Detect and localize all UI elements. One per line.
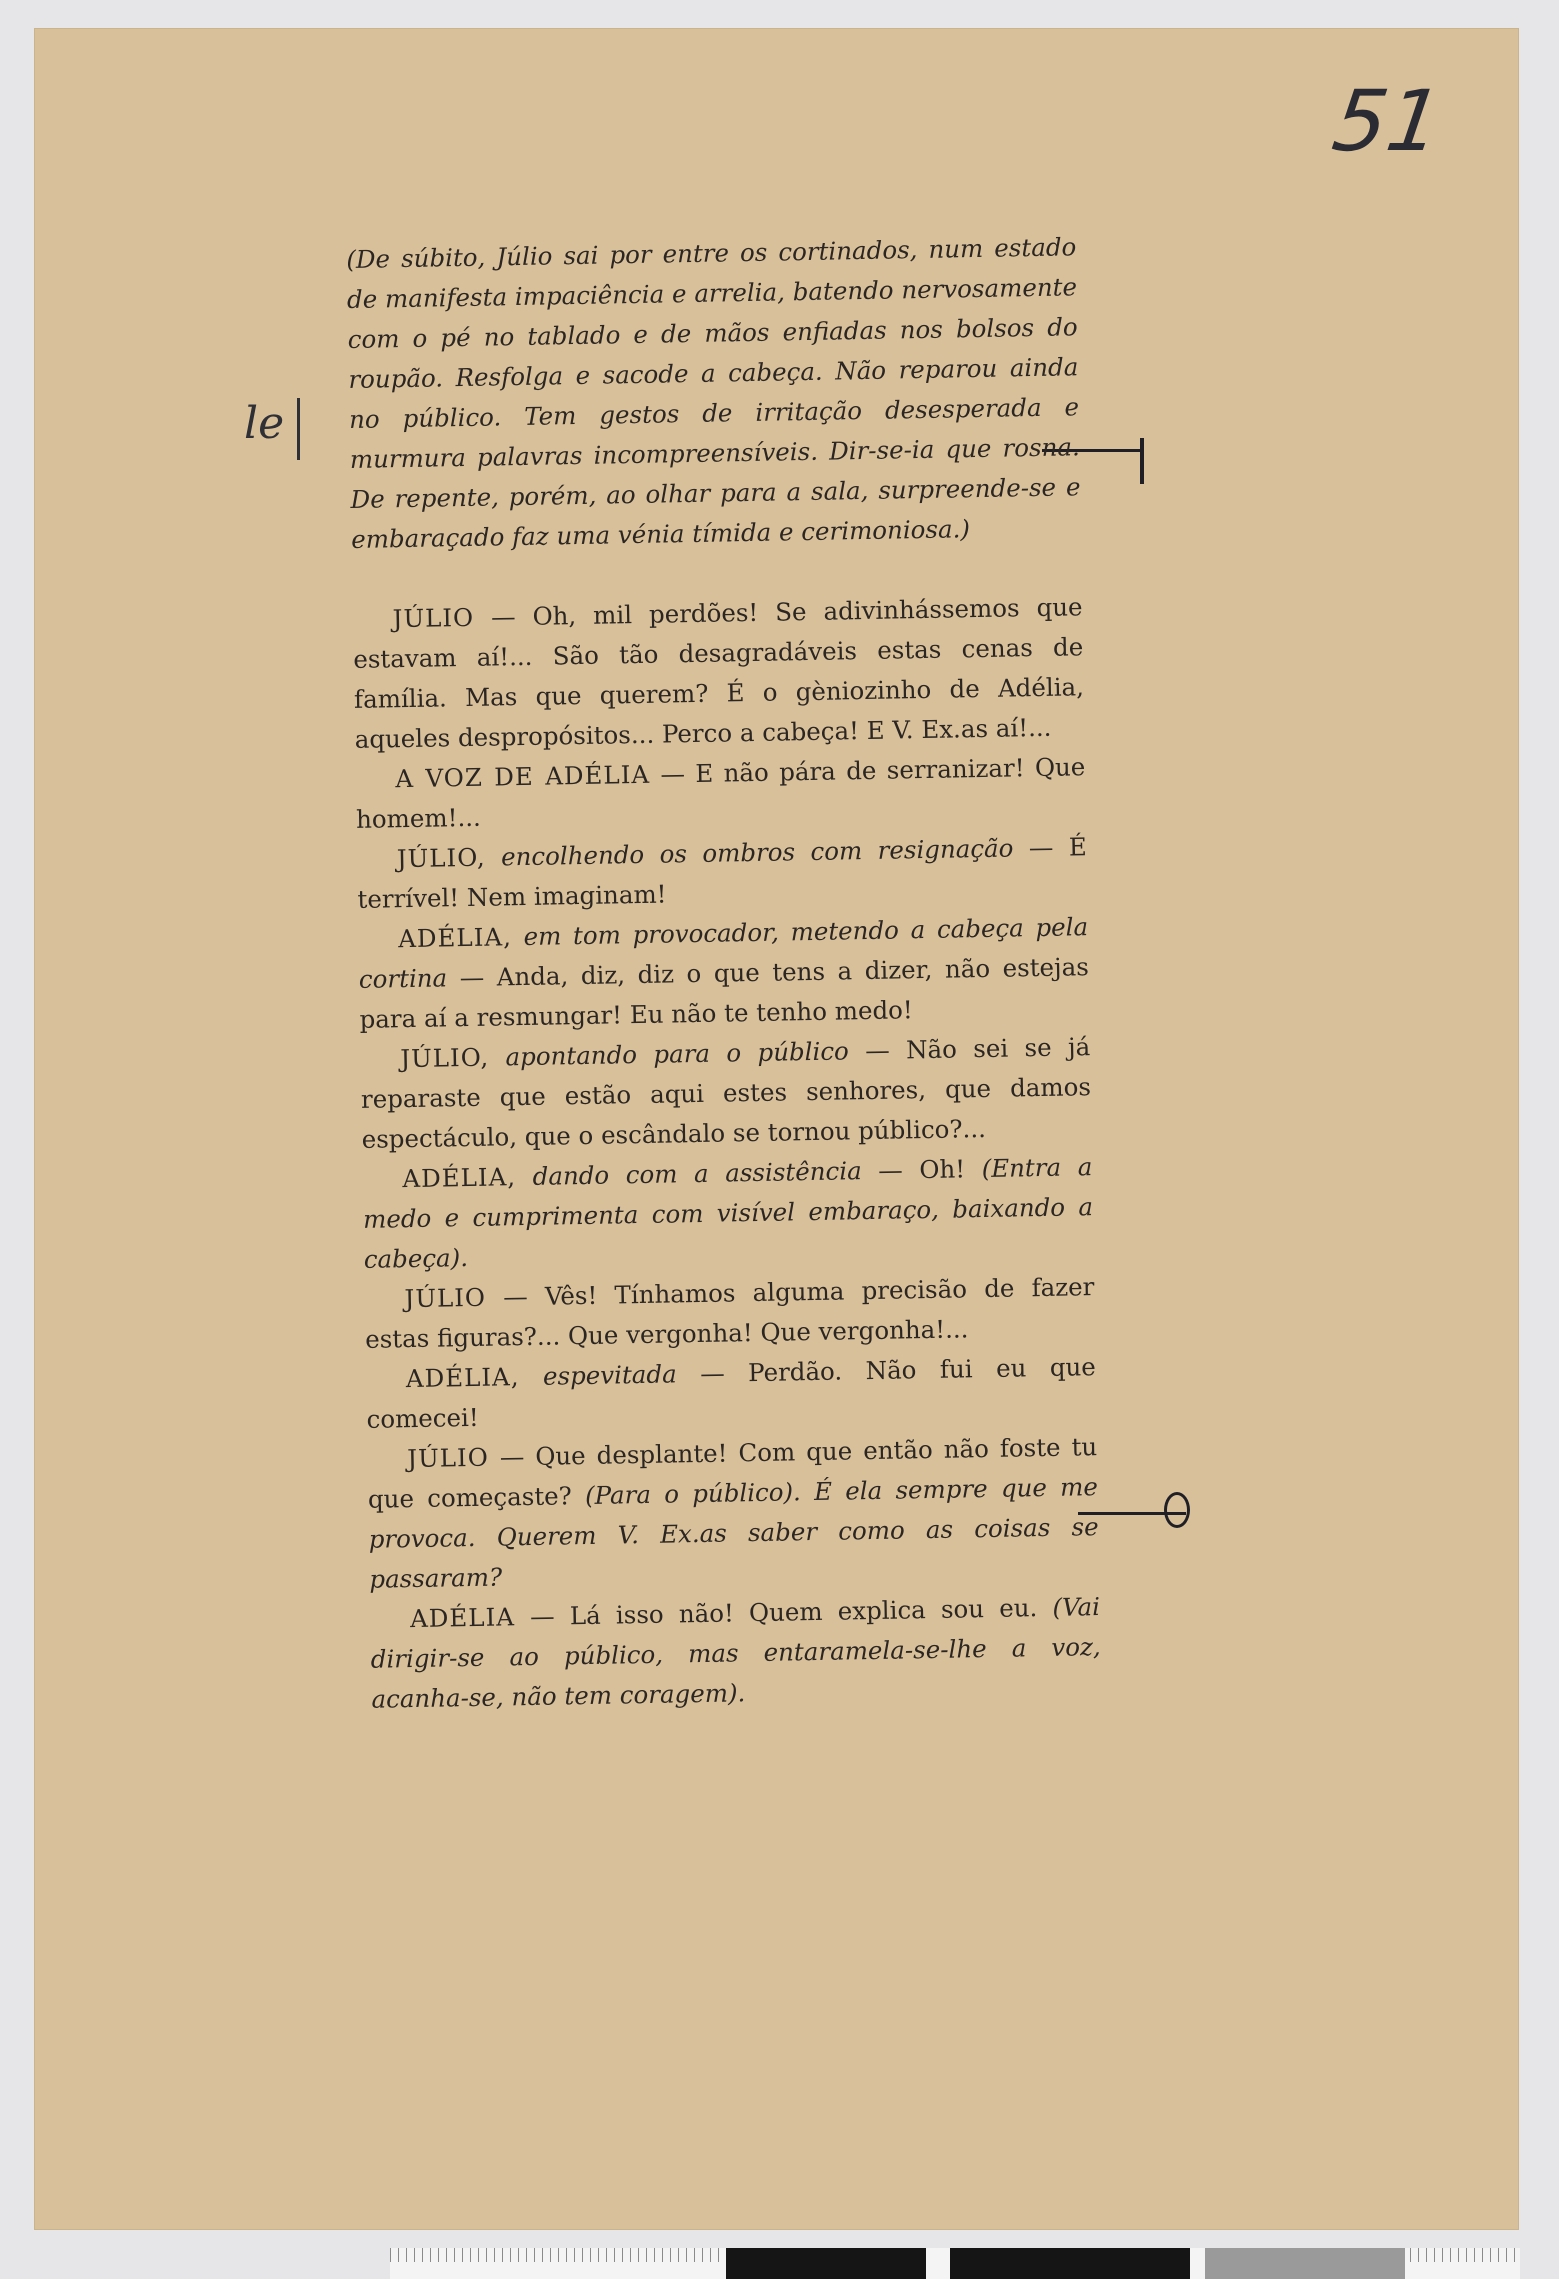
speaker-name: JÚLIO xyxy=(404,1282,487,1314)
speaker-name: ADÉLIA, xyxy=(397,922,513,954)
stage-direction-trailing: (Vai dirigir-se ao público, mas entaramela-se-lhe a voz, acanha-se, não tem coragem). xyxy=(370,1592,1101,1714)
stage-direction-inline: em tom provocador, metendo a cabeça pela cortina xyxy=(358,912,1089,994)
dialogue-line xyxy=(367,1427,1100,1600)
speaker-name: JÚLIO xyxy=(407,1442,490,1474)
dialogue-text: — Vês! Tínhamos alguma precisão de fazer estas figuras?... Que vergonha! Que vergonha!... xyxy=(364,1272,1095,1354)
dialogue-line xyxy=(352,587,1085,760)
speaker-name: A VOZ DE ADÉLIA xyxy=(395,759,651,794)
handwritten-mark-2-loop xyxy=(1164,1492,1190,1528)
speaker-name: JÚLIO, xyxy=(396,842,486,874)
ruler-black-block xyxy=(726,2248,926,2279)
stage-direction-inline: espevitada xyxy=(542,1359,677,1391)
dialogue-text: — Oh! xyxy=(878,1154,966,1185)
dialogue-line xyxy=(362,1147,1094,1280)
dialogue-text: — E não pára de serranizar! Que homem!... xyxy=(355,752,1086,834)
page-number: 51 xyxy=(1327,72,1448,170)
dialogue-text: — Oh, mil perdões! Se adivinhássemos que estavam aí!... São tão desagradáveis estas cenas de família. Mas que querem? É o gèniozinho de Adélia, aqueles despropósitos... Perco a cabeça! E V. Ex.as aí!... xyxy=(353,592,1085,754)
scan-color-ruler xyxy=(390,2248,1520,2279)
dialogue-line xyxy=(358,907,1090,1040)
stage-direction-trailing: (Entra a medo e cumprimenta com visível embaraço, baixando a cabeça). xyxy=(362,1152,1094,1274)
stage-direction-inline: apontando para o público xyxy=(505,1036,850,1072)
stage-direction-inline: dando com a assistência xyxy=(532,1156,862,1191)
dialogue-line xyxy=(360,1027,1092,1160)
stage-direction-inline: encolhendo os ombros com resignação xyxy=(500,833,1014,872)
speaker-name: ADÉLIA, xyxy=(405,1362,520,1394)
ruler-ticks xyxy=(1410,2248,1520,2262)
handwritten-mark-1-stroke xyxy=(1140,438,1144,484)
dialogue-text: — Anda, diz, diz o que tens a dizer, não estejas para aí a resmungar! Eu não te tenho medo! xyxy=(359,952,1090,1034)
margin-bar-mark xyxy=(297,398,300,460)
speaker-name: JÚLIO, xyxy=(400,1042,490,1074)
dialogue-line xyxy=(364,1267,1095,1360)
dialogue-line xyxy=(366,1347,1097,1440)
ruler-gray-block xyxy=(1205,2248,1405,2279)
script-text xyxy=(346,227,1102,1720)
dialogue-line xyxy=(355,747,1086,840)
speaker-name: ADÉLIA xyxy=(409,1602,516,1634)
ruler-black-block xyxy=(950,2248,1190,2279)
dialogue-text: — Lá isso não! Quem explica sou eu. xyxy=(529,1593,1038,1631)
stage-direction-trailing: (Para o público). É ela sempre que me provoca. Querem V. Ex.as saber como as coisas se passaram? xyxy=(368,1472,1099,1594)
stage-direction: (De súbito, Júlio sai por entre os cortinados, num estado de manifesta impaciência e arrelia, batendo nervosamente com o pé no tablado e de mãos enfiadas nos bolsos do roupão. Resfolga e sacode a cabeça. Não reparou ainda no público. Tem gestos de irritação desesperada e murmura palavras incompreensíveis. Dir-se-ia que rosna. De repente, porém, ao olhar para a sala, surpreende-se e embaraçado faz uma vénia tímida e cerimoniosa.) xyxy=(346,232,1081,554)
dialogue-text: — Perdão. Não fui eu que comecei! xyxy=(366,1352,1097,1434)
margin-annotation: le xyxy=(244,398,285,449)
dialogue-text: — É terrível! Nem imaginam! xyxy=(357,832,1087,914)
dialogue-line xyxy=(356,827,1087,920)
dialogue-list xyxy=(352,587,1101,1720)
speaker-name: JÚLIO xyxy=(392,602,475,634)
dialogue-text: — Não sei se já reparaste que estão aqui estes senhores, que damos espectáculo, que o escândalo se tornou público?... xyxy=(360,1032,1092,1154)
dialogue-text: — Que desplante! Com que então não foste tu que começaste? xyxy=(367,1432,1098,1514)
speaker-name: ADÉLIA, xyxy=(402,1162,517,1194)
dialogue-line xyxy=(370,1587,1102,1720)
ruler-ticks xyxy=(390,2248,720,2262)
